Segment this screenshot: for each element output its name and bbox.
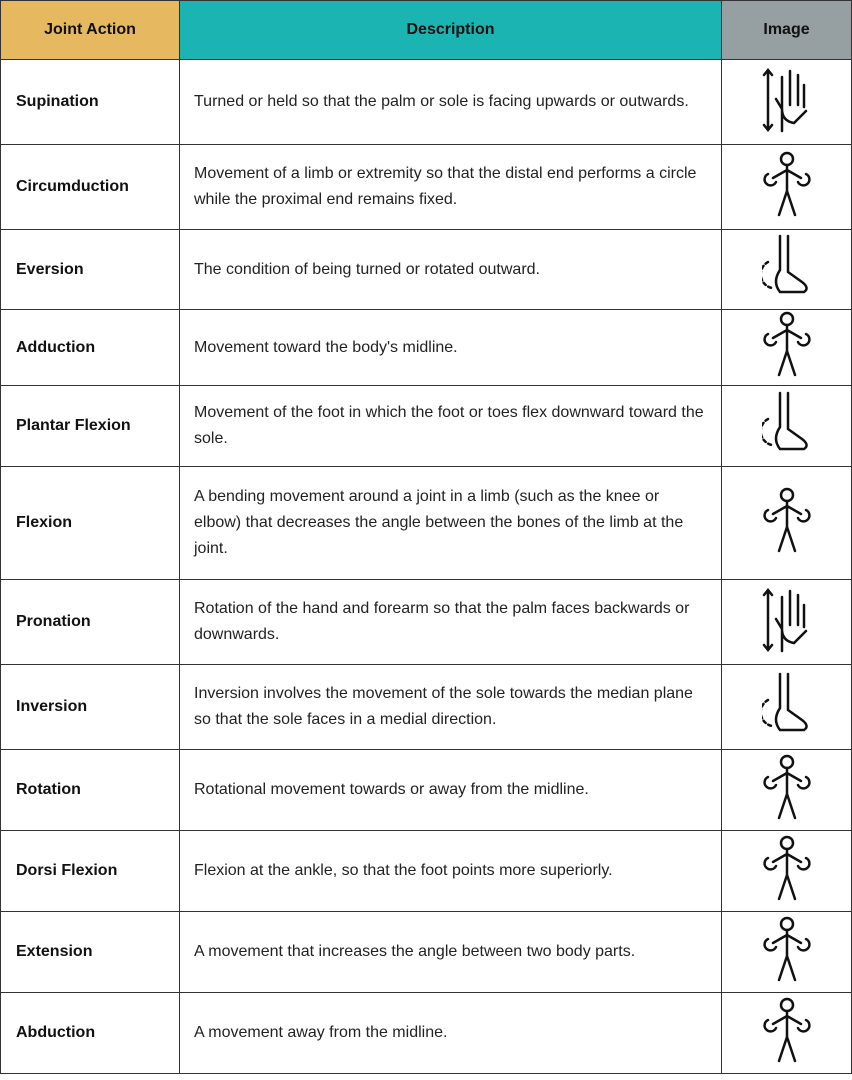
- header-image: Image: [722, 1, 852, 60]
- pronation-hand-icon: [762, 642, 812, 659]
- joint-action-description: Rotational movement towards or away from the midline.: [180, 750, 722, 831]
- joint-action-image: [722, 750, 852, 831]
- joint-action-description: Turned or held so that the palm or sole is facing upwards or outwards.: [180, 60, 722, 145]
- joint-action-name: Supination: [1, 60, 180, 145]
- joint-action-image: [722, 386, 852, 467]
- rotation-figure-icon: [762, 810, 812, 827]
- joint-action-name: Dorsi Flexion: [1, 831, 180, 912]
- joint-action-description: Inversion involves the movement of the sole towards the median plane so that the sole faces in a medial direction.: [180, 665, 722, 750]
- table-row: [1, 230, 852, 310]
- table-row: [1, 750, 852, 831]
- extension-figure-icon: [762, 972, 812, 989]
- joint-action-name: Adduction: [1, 310, 180, 386]
- joint-action-description: A bending movement around a joint in a limb (such as the knee or elbow) that decreases the angle between the bones of the limb at the joint.: [180, 467, 722, 580]
- joint-action-image: [722, 993, 852, 1074]
- header-row: [1, 1, 852, 60]
- table-row: [1, 580, 852, 665]
- joint-action-image: [722, 230, 852, 310]
- header-joint-action: Joint Action: [1, 1, 180, 60]
- header-description: Description: [180, 1, 722, 60]
- joint-action-name: Pronation: [1, 580, 180, 665]
- eversion-foot-icon: [762, 289, 812, 306]
- joint-action-image: [722, 60, 852, 145]
- table-row: [1, 665, 852, 750]
- joint-action-description: The condition of being turned or rotated outward.: [180, 230, 722, 310]
- joint-action-name: Rotation: [1, 750, 180, 831]
- abduction-figure-icon: [762, 1053, 812, 1070]
- joint-action-image: [722, 665, 852, 750]
- joint-action-name: Eversion: [1, 230, 180, 310]
- joint-action-image: [722, 145, 852, 230]
- table-row: [1, 831, 852, 912]
- table-row: [1, 467, 852, 580]
- dorsi-flexion-figure-icon: [762, 891, 812, 908]
- plantar-flexion-foot-icon: [762, 446, 812, 463]
- joint-action-image: [722, 310, 852, 386]
- joint-action-name: Plantar Flexion: [1, 386, 180, 467]
- supination-hand-icon: [762, 122, 812, 139]
- joint-action-description: Movement of the foot in which the foot or toes flex downward toward the sole.: [180, 386, 722, 467]
- table-row: [1, 60, 852, 145]
- table-row: [1, 145, 852, 230]
- joint-action-name: Abduction: [1, 993, 180, 1074]
- joint-action-name: Extension: [1, 912, 180, 993]
- flexion-figure-icon: [762, 543, 812, 560]
- joint-action-name: Circumduction: [1, 145, 180, 230]
- circumduction-figure-icon: [762, 207, 812, 224]
- inversion-foot-icon: [762, 727, 812, 744]
- table-row: [1, 310, 852, 386]
- joint-action-image: [722, 831, 852, 912]
- joint-action-description: Flexion at the ankle, so that the foot points more superiorly.: [180, 831, 722, 912]
- adduction-figure-icon: [762, 367, 812, 384]
- joint-action-name: Inversion: [1, 665, 180, 750]
- joint-action-description: Rotation of the hand and forearm so that the palm faces backwards or downwards.: [180, 580, 722, 665]
- joint-action-description: A movement away from the midline.: [180, 993, 722, 1074]
- table-row: [1, 912, 852, 993]
- joint-action-image: [722, 912, 852, 993]
- joint-action-description: Movement of a limb or extremity so that the distal end performs a circle while the proximal end remains fixed.: [180, 145, 722, 230]
- joint-action-image: [722, 580, 852, 665]
- joint-action-name: Flexion: [1, 467, 180, 580]
- table-row: [1, 993, 852, 1074]
- joint-action-image: [722, 467, 852, 580]
- joint-action-description: Movement toward the body's midline.: [180, 310, 722, 386]
- table-row: [1, 386, 852, 467]
- joint-action-description: A movement that increases the angle between two body parts.: [180, 912, 722, 993]
